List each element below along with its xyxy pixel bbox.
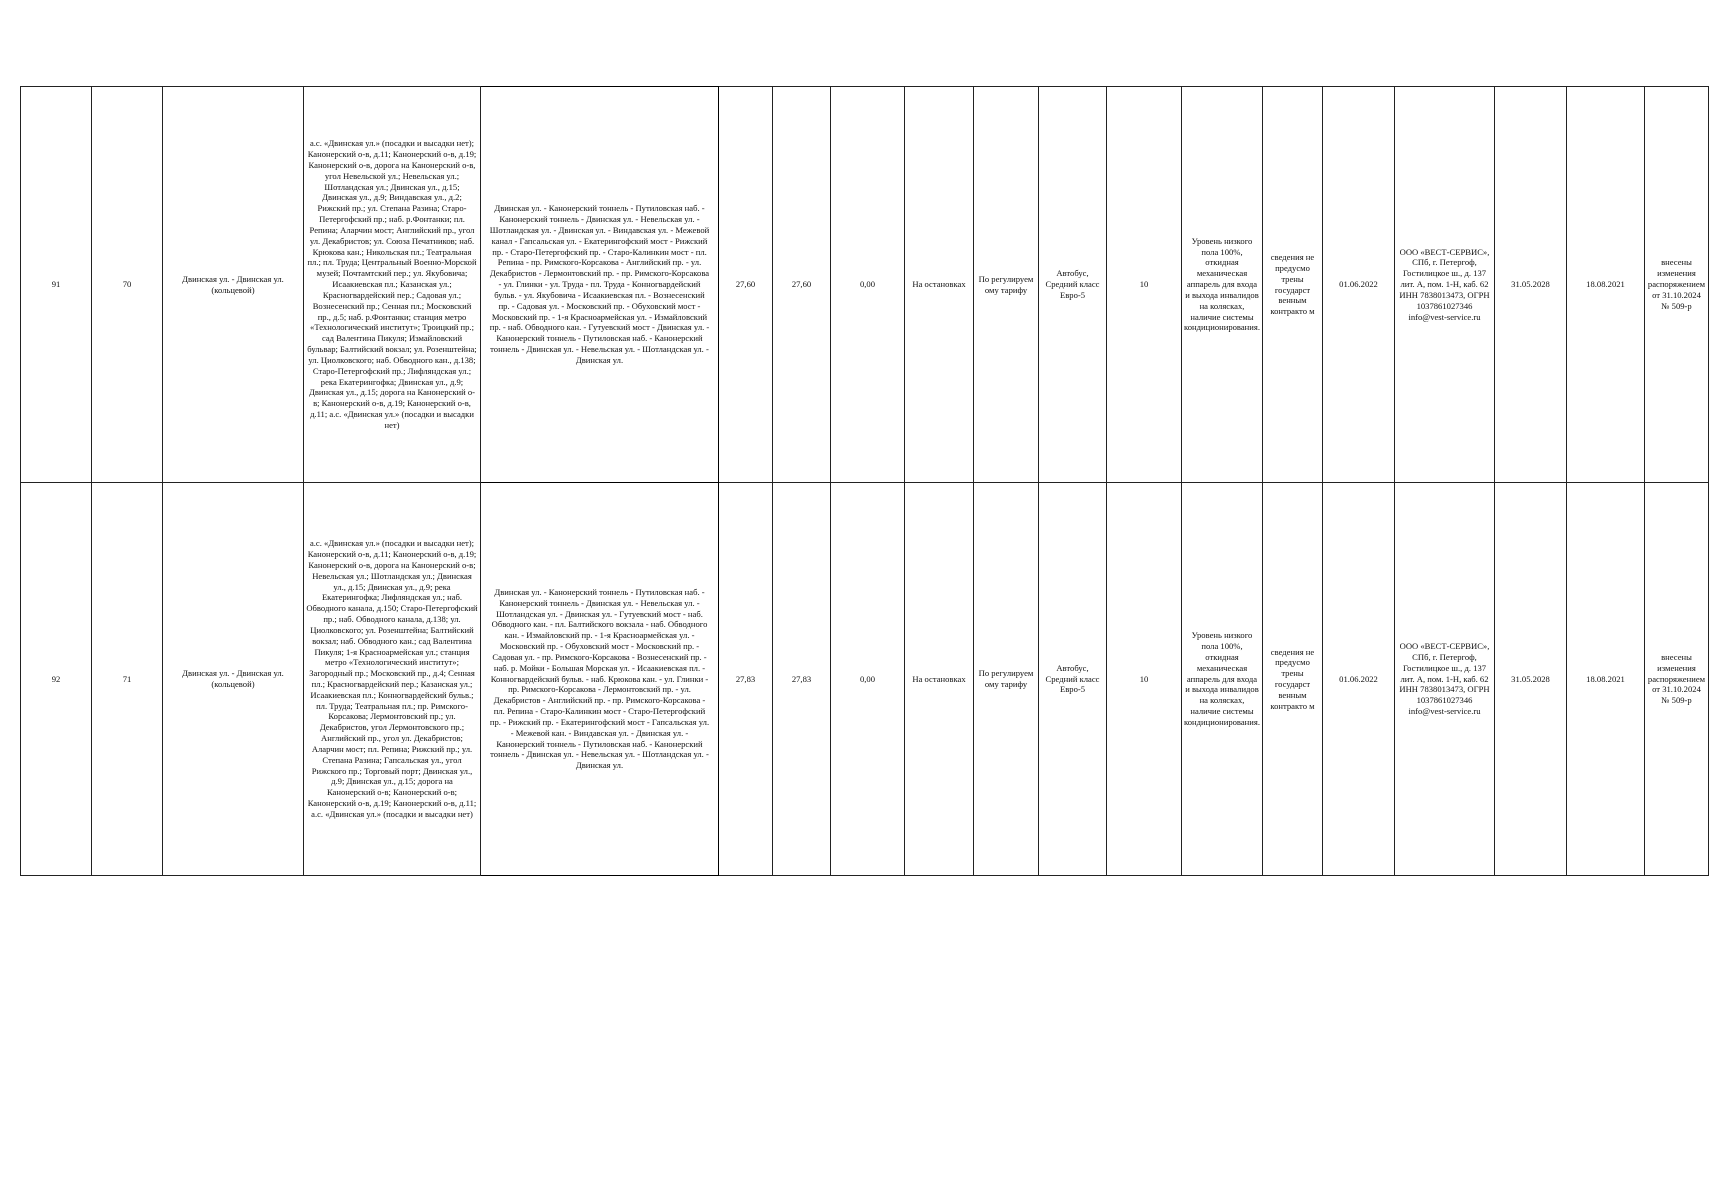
vehicle-count-cell: 10: [1107, 483, 1182, 876]
length-extra-cell: 0,00: [831, 483, 905, 876]
stop-order-cell: На остановках: [905, 87, 974, 483]
route-number-cell: 71: [92, 483, 163, 876]
notes-cell: внесены изменения распоряжением от 31.10.2024 № 509-р: [1645, 483, 1709, 876]
carrier-cell: ООО «ВЕСТ-СЕРВИС», СПб, г. Петергоф, Гостилицкое ш., д. 137 лит. А, пом. 1-Н, каб. 62 ИНН 7838013473, ОГРН 1037861027346 info@vest-service.ru: [1395, 483, 1495, 876]
stops-list-cell: а.с. «Двинская ул.» (посадки и высадки нет); Канонерский о-в, д.11; Канонерский о-в, д.19; Канонерский о-в, дорога на Канонерский о-в, угол Невельской ул.; Невельская ул.; Шотландская ул.; Двинская ул., д.15; Двинская ул., д.9; Виндавская ул., д.2; Рижский пр.; ул. Степана Разина; Старо-Петергофский пр.; наб. р.Фонтанки; пл. Репина; Аларчин мост; Английский пр., угол ул. Декабристов; ул. Союза Печатников; наб. Крюкова кан.; Никольская пл.; Театральная пл.; пл. Труда; Центральный Военно-Морской музей; Почтамтский пер.; ул. Якубовича; Исаакиевская пл.; Казанская ул.; Красногвардейский пер.; Садовая ул.; Вознесенский пр.; Сенная пл.; Московский пр., д.5; наб. р.Фонтанки; станция метро «Технологический институт»; Троицкий пр.; сад Валентина Пикуля; Измайловский бульвар; Балтийский вокзал; ул. Розенштейна; ул. Циолковского; наб. Обводного кан., д.138; Старо-Петергофский пр.; Лифляндская ул.; река Екатерингофка; Двинская ул., д.9; Двинская ул., д.15; дорога на Канонерский о-в; Канонерский о-в, д.19; Канонерский о-в, д.11; а.с. «Двинская ул.» (посадки и высадки нет): [304, 87, 481, 483]
start-date-cell: 01.06.2022: [1323, 483, 1395, 876]
vehicle-type-cell: Автобус, Средний класс Евро-5: [1039, 483, 1107, 876]
contract-info-cell: сведения не предусмо трены государст венным контракто м: [1263, 87, 1323, 483]
stops-list-cell: а.с. «Двинская ул.» (посадки и высадки нет); Канонерский о-в, д.11; Канонерский о-в, д.19; Канонерский о-в, дорога на Канонерский о-в; Невельская ул.; Шотландская ул.; Двинская ул., д.15; Двинская ул., д.9; река Екатерингофка; Лифляндская ул.; наб. Обводного канала, д.150; Старо-Петергофский пр.; наб. Обводного канала, д.138; ул. Циолковского; ул. Розенштейна; Балтийский вокзал; наб. Обводного кан.; сад Валентина Пикуля; 1-я Красноармейская ул.; станция метро «Технологический институт»; Загородный пр.; Московский пр., д.4; Сенная пл.; Красногвардейский пер.; Казанская ул.; Исаакиевская пл.; Конногвардейский бульв.; пл. Труда; Театральная пл.; пр. Римского-Корсакова; Лермонтовский пр.; ул. Декабристов, угол Лермонтовского пр.; Английский пр., угол ул. Декабристов; Аларчин мост; пл. Репина; Рижский пр.; ул. Степана Разина; Гапсальская ул., угол Рижского пр.; Торговый порт; Двинская ул., д.9; Двинская ул., д.15; дорога на Канонерский о-в; Канонерский о-в; Канонерский о-в, д.19; Канонерский о-в, д.11; а.с. «Двинская ул.» (посадки и высадки нет): [304, 483, 481, 876]
length-backward-cell: 27,83: [773, 483, 831, 876]
registration-date-cell: 18.08.2021: [1567, 87, 1645, 483]
length-backward-cell: 27,60: [773, 87, 831, 483]
tariff-cell: По регулируем ому тарифу: [974, 87, 1039, 483]
registration-date-cell: 18.08.2021: [1567, 483, 1645, 876]
tariff-cell: По регулируем ому тарифу: [974, 483, 1039, 876]
notes-cell: внесены изменения распоряжением от 31.10.2024 № 509-р: [1645, 87, 1709, 483]
length-forward-cell: 27,83: [719, 483, 773, 876]
carrier-cell: ООО «ВЕСТ-СЕРВИС», СПб, г. Петергоф, Гостилицкое ш., д. 137 лит. А, пом. 1-Н, каб. 62 ИНН 7838013473, ОГРН 1037861027346 info@vest-service.ru: [1395, 87, 1495, 483]
route-path-cell: Двинская ул. - Канонерский тоннель - Путиловская наб. - Канонерский тоннель - Двинская ул. - Невельская ул. - Шотландская ул. - Двинская ул. - Виндавская ул. - Межевой канал - Гапсальская ул. - Екатерингофский мост - Рижский пр. - Старо-Петергофский пр. - Старо-Калинкин мост - пл. Репина - пр. Римского-Корсакова - Английский пр. - ул. Декабристов - Лермонтовский пр. - пр. Римского-Корсакова - ул. Глинки - ул. Труда - пл. Труда - Конногвардейский бульв. - ул. Якубовича - Исаакиевская пл. - Вознесенский пр. - Садовая ул. - Московский пр. - Обуховский мост - Московский пр. - 1-я Красноармейская ул. - Измайловский пр. - наб. Обводного кан. - Гутуевский мост - Двинская ул. - Канонерский тоннель - Путиловская наб. - Канонерский тоннель - Двинская ул. - Невельская ул. - Шотландская ул. - Двинская ул.: [481, 87, 719, 483]
end-date-cell: 31.05.2028: [1495, 87, 1567, 483]
registry-number-cell: 92: [21, 483, 92, 876]
registry-number-cell: 91: [21, 87, 92, 483]
start-date-cell: 01.06.2022: [1323, 87, 1395, 483]
stop-order-cell: На остановках: [905, 483, 974, 876]
vehicle-count-cell: 10: [1107, 87, 1182, 483]
length-forward-cell: 27,60: [719, 87, 773, 483]
contract-info-cell: сведения не предусмо трены государст венным контракто м: [1263, 483, 1323, 876]
routes-registry-table: [20, 86, 1709, 876]
length-extra-cell: 0,00: [831, 87, 905, 483]
vehicle-type-cell: Автобус, Средний класс Евро-5: [1039, 87, 1107, 483]
route-number-cell: 70: [92, 87, 163, 483]
table-row: [21, 87, 1709, 483]
route-path-cell: Двинская ул. - Канонерский тоннель - Путиловская наб. - Канонерский тоннель - Двинская ул. - Невельская ул. - Шотландская ул. - Двинская ул. - Гутуевский мост - наб. Обводного кан. - пл. Балтийского вокзала - наб. Обводного кан. - Измайловский пр. - 1-я Красноармейская ул. - Московский пр. - Обуховский мост - Московский пр. - Садовая ул. - пр. Римского-Корсакова - Вознесенский пр. - наб. р. Мойки - Большая Морская ул. - Исаакиевская пл. - Конногвардейский бульв. - наб. Крюкова кан. - ул. Глинки - пр. Римского-Корсакова - Лермонтовский пр. - ул. Декабристов - Английский пр. - пр. Римского-Корсакова - пл. Репина - Старо-Калинкин мост - Старо-Петергофский пр. - Рижский пр. - Екатерингофский мост - Гапсальская ул. - Межевой кан. - Виндавская ул. - Двинская ул. - Канонерский тоннель - Путиловская наб. - Канонерский тоннель - Двинская ул. - Невельская ул. - Шотландская ул. - Двинская ул.: [481, 483, 719, 876]
route-name-cell: Двинская ул. - Двинская ул. (кольцевой): [163, 483, 304, 876]
vehicle-features-cell: Уровень низкого пола 100%, откидная механическая аппарель для входа и выхода инвалидов на колясках, наличие системы кондиционирования.: [1182, 483, 1263, 876]
vehicle-features-cell: Уровень низкого пола 100%, откидная механическая аппарель для входа и выхода инвалидов на колясках, наличие системы кондиционирования.: [1182, 87, 1263, 483]
table-row: [21, 483, 1709, 876]
route-name-cell: Двинская ул. - Двинская ул. (кольцевой): [163, 87, 304, 483]
end-date-cell: 31.05.2028: [1495, 483, 1567, 876]
